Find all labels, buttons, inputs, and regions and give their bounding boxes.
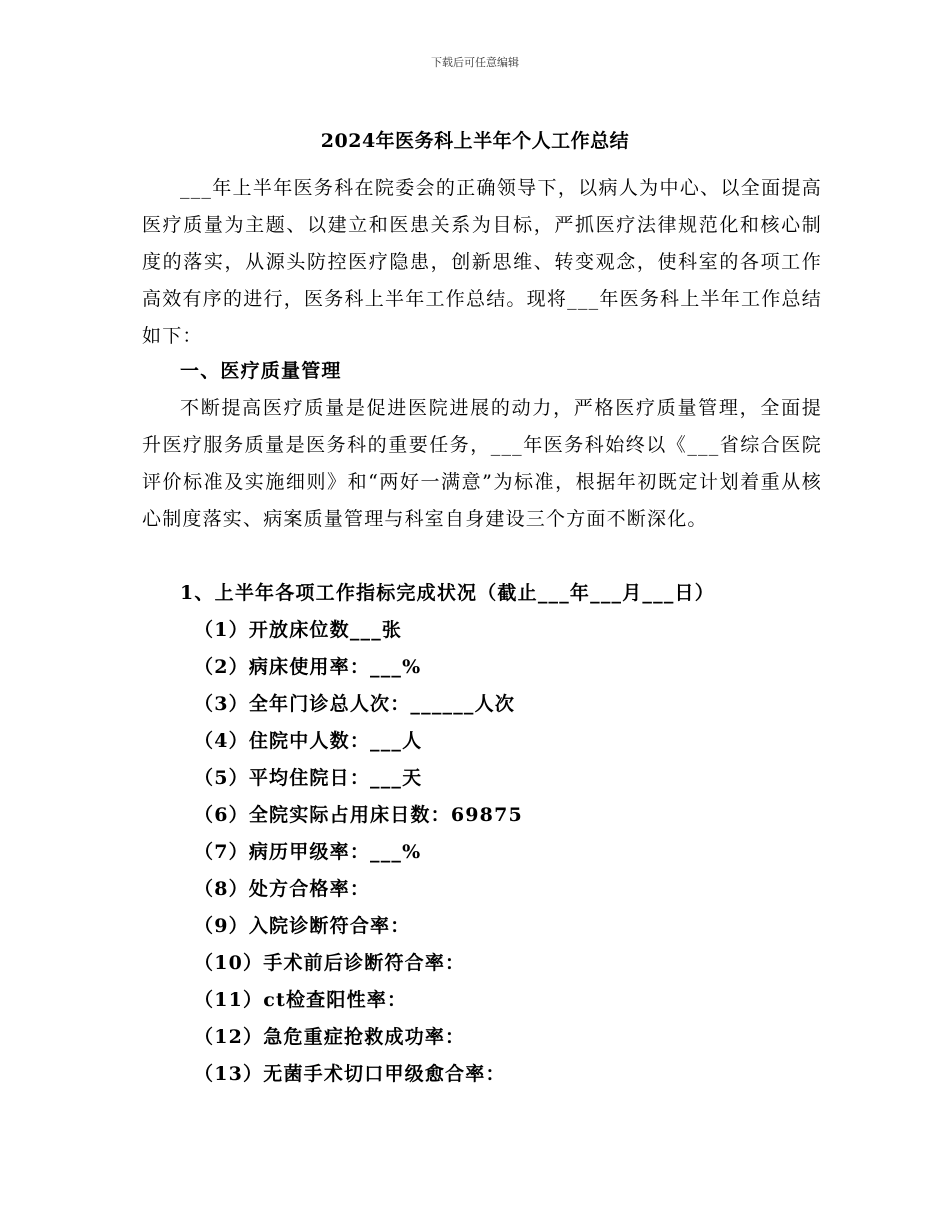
header-note: 下载后可任意编辑: [431, 56, 519, 69]
indicator-subheading: 1、上半年各项工作指标完成状况（截止___年___月___日）: [180, 582, 715, 604]
section-paragraph: 不断提高医疗质量是促进医院进展的动力，严格医疗质量管理，全面提升医疗服务质量是医务科的重要任务，___年医务科始终以《___省综合医院评价标准及实施细则》和“两好一满意”为标准，根据年初既定计划着重从核心制度落实、病案质量管理与科室自身建设三个方面不断深化。: [142, 397, 822, 530]
list-item: （13）无菌手术切口甲级愈合率：: [194, 1063, 506, 1085]
section-paragraph-block: [142, 390, 822, 538]
intro-paragraph: ___年上半年医务科在院委会的正确领导下，以病人为中心、以全面提高医疗质量为主题、以建立和医患关系为目标，严抓医疗法律规范化和核心制度的落实，从源头防控医疗隐患，创新思维、转变观念，使科室的各项工作高效有序的进行，医务科上半年工作总结。现将___年医务科上半年工作总结如下：: [142, 177, 822, 347]
list-item: （1）开放床位数___张: [194, 619, 403, 641]
list-item: （8）处方合格率：: [194, 878, 371, 900]
section-heading-block: [142, 353, 822, 390]
list-item: （2）病床使用率：___%: [194, 656, 422, 678]
list-item: （4）住院中人数：___人: [194, 730, 423, 752]
list-item: （12）急危重症抢救成功率：: [194, 1026, 466, 1048]
indicator-block: [142, 575, 822, 1093]
intro-block: [142, 170, 822, 355]
list-item: （7）病历甲级率：___%: [194, 841, 422, 863]
list-item: （11）ct检查阳性率：: [194, 989, 408, 1011]
list-item: （9）入院诊断符合率：: [194, 915, 411, 937]
list-item: （10）手术前后诊断符合率：: [194, 952, 466, 974]
section-heading: 一、医疗质量管理: [180, 360, 342, 382]
list-item: （6）全院实际占用床日数：69875: [194, 804, 523, 826]
list-item: （5）平均住院日：___天: [194, 767, 423, 789]
document-title: 2024年医务科上半年个人工作总结: [320, 130, 630, 152]
indicator-list: [142, 612, 822, 1093]
list-item: （3）全年门诊总人次：______人次: [194, 693, 516, 715]
